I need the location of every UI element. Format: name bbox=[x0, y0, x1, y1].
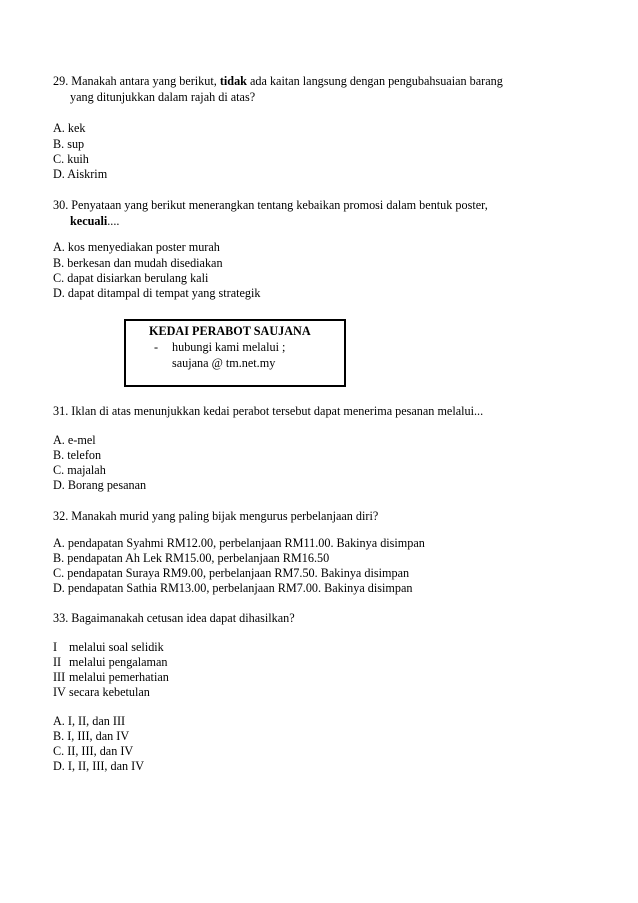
q33-statement-1-num: I bbox=[53, 640, 58, 654]
q29-option-b: B. sup bbox=[53, 137, 85, 151]
q29-option-a: A. kek bbox=[53, 121, 86, 135]
q33-statement-2-text: melalui pengalaman bbox=[69, 655, 168, 669]
q33-statement-1 bbox=[53, 640, 164, 655]
q31-option-a: A. e-mel bbox=[53, 433, 96, 447]
advert-dash: - bbox=[154, 340, 159, 354]
q31-option-d: D. Borang pesanan bbox=[53, 478, 147, 492]
q30-stem-bold: kecuali bbox=[70, 214, 108, 228]
q30-option-b: B. berkesan dan mudah disediakan bbox=[53, 256, 223, 270]
q29-stem-pre: 29. Manakah antara yang berikut, bbox=[53, 74, 220, 88]
q31-option-b: B. telefon bbox=[53, 448, 102, 462]
q33-statement-3 bbox=[53, 670, 169, 685]
q29-stem-line1 bbox=[53, 74, 503, 89]
q33-stem: 33. Bagaimanakah cetusan idea dapat dihasilkan? bbox=[53, 611, 295, 625]
q30-option-c: C. dapat disiarkan berulang kali bbox=[53, 271, 209, 285]
q30-option-d: D. dapat ditampal di tempat yang strategik bbox=[53, 286, 261, 300]
q31-option-c: C. majalah bbox=[53, 463, 106, 477]
q32-option-c: C. pendapatan Suraya RM9.00, perbelanjaan RM7.50. Bakinya disimpan bbox=[53, 566, 410, 580]
q33-statement-4 bbox=[53, 685, 150, 700]
q33-statement-3-text: melalui pemerhatian bbox=[69, 670, 169, 684]
advert-contact-label: hubungi kami melalui ; bbox=[172, 340, 286, 354]
advert-box bbox=[124, 319, 346, 387]
q33-option-a: A. I, II, dan III bbox=[53, 714, 126, 728]
q33-statement-2-num: II bbox=[53, 655, 62, 669]
q33-option-d: D. I, II, III, dan IV bbox=[53, 759, 145, 773]
q32-option-b: B. pendapatan Ah Lek RM15.00, perbelanjaan RM16.50 bbox=[53, 551, 330, 565]
advert-email: saujana @ tm.net.my bbox=[172, 356, 276, 370]
q33-option-c: C. II, III, dan IV bbox=[53, 744, 134, 758]
q30-stem-line2 bbox=[70, 214, 119, 229]
q32-option-a: A. pendapatan Syahmi RM12.00, perbelanjaan RM11.00. Bakinya disimpan bbox=[53, 536, 425, 550]
q29-stem-line2: yang ditunjukkan dalam rajah di atas? bbox=[70, 90, 256, 104]
q29-stem-bold: tidak bbox=[219, 74, 247, 88]
q29-option-c: C. kuih bbox=[53, 152, 89, 166]
advert-title: KEDAI PERABOT SAUJANA bbox=[149, 324, 311, 338]
q33-option-b: B. I, III, dan IV bbox=[53, 729, 130, 743]
q33-statement-4-num: IV bbox=[53, 685, 66, 699]
q29-stem-post: ada kaitan langsung dengan pengubahsuaian barang bbox=[246, 74, 503, 88]
q30-stem-post: .... bbox=[107, 214, 120, 228]
q32-option-d: D. pendapatan Sathia RM13.00, perbelanjaan RM7.00. Bakinya disimpan bbox=[53, 581, 413, 595]
q33-statement-4-text: secara kebetulan bbox=[69, 685, 150, 699]
q33-statement-2 bbox=[53, 655, 167, 670]
q30-option-a: A. kos menyediakan poster murah bbox=[53, 240, 220, 254]
q33-statement-3-num: III bbox=[53, 670, 66, 684]
q29-option-d: D. Aiskrim bbox=[53, 167, 108, 181]
q32-stem: 32. Manakah murid yang paling bijak mengurus perbelanjaan diri? bbox=[53, 509, 379, 523]
q31-stem: 31. Iklan di atas menunjukkan kedai perabot tersebut dapat menerima pesanan melalui... bbox=[53, 404, 484, 418]
q30-stem-line1: 30. Penyataan yang berikut menerangkan tentang kebaikan promosi dalam bentuk poster, bbox=[53, 198, 488, 212]
q33-statement-1-text: melalui soal selidik bbox=[69, 640, 164, 654]
